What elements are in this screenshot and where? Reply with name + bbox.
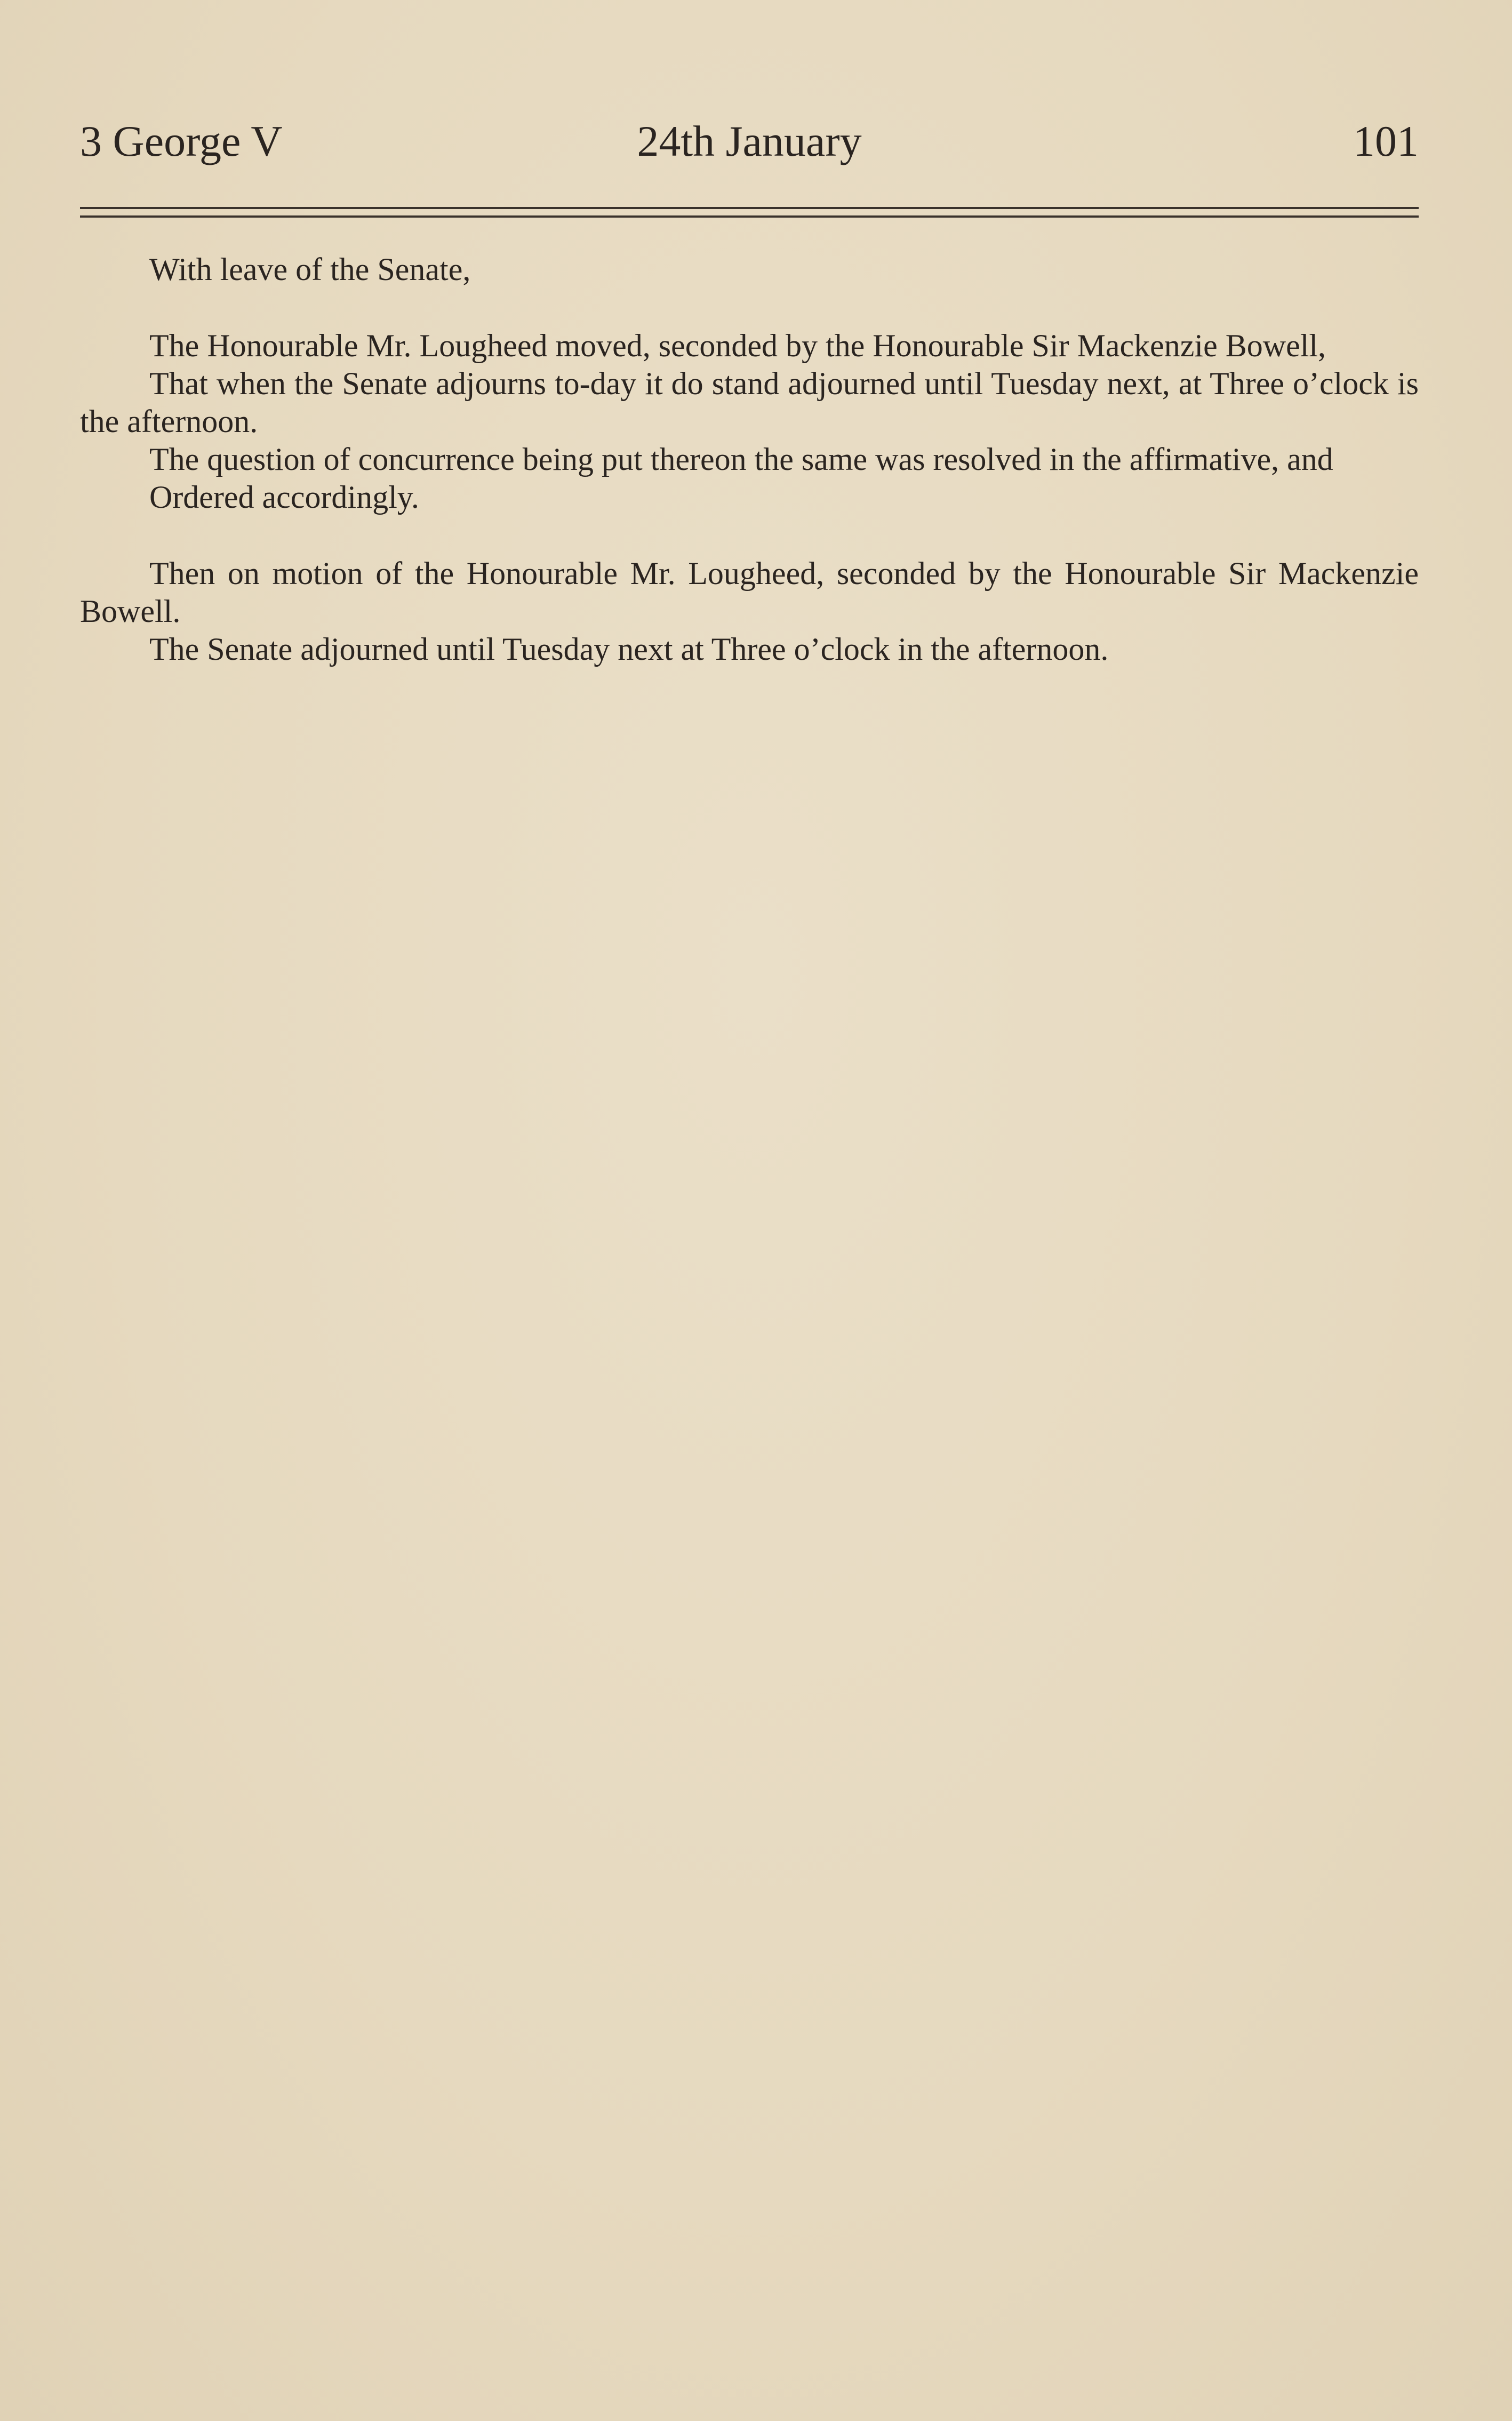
session-label: 3 George V	[80, 117, 283, 165]
paragraph-adjournment-motion: Then on motion of the Honourable Mr. Lougheed, seconded by the Honourable Sir Mackenzie Bowell.	[80, 556, 1419, 629]
header-date: 24th January	[637, 117, 862, 165]
header-rule-top	[80, 207, 1419, 209]
running-header	[80, 115, 1419, 168]
paragraph-adjourned: The Senate adjourned until Tuesday next at Three o’clock in the afternoon.	[149, 632, 1109, 667]
header-rule-bottom	[80, 215, 1419, 218]
paragraph-resolution: That when the Senate adjourns to-day it do stand adjourned until Tuesday next, at Three o’clock is the afternoon.	[80, 366, 1419, 439]
page-number: 101	[1353, 117, 1419, 165]
paragraph-ordered: Ordered accordingly.	[149, 480, 419, 515]
paragraph-question: The question of concurrence being put thereon the same was resolved in the affirmative, and	[149, 442, 1333, 477]
paragraph-motion: The Honourable Mr. Lougheed moved, seconded by the Honourable Sir Mackenzie Bowell,	[149, 328, 1326, 363]
paragraph-leave: With leave of the Senate,	[149, 252, 471, 287]
journal-body	[80, 251, 1419, 668]
